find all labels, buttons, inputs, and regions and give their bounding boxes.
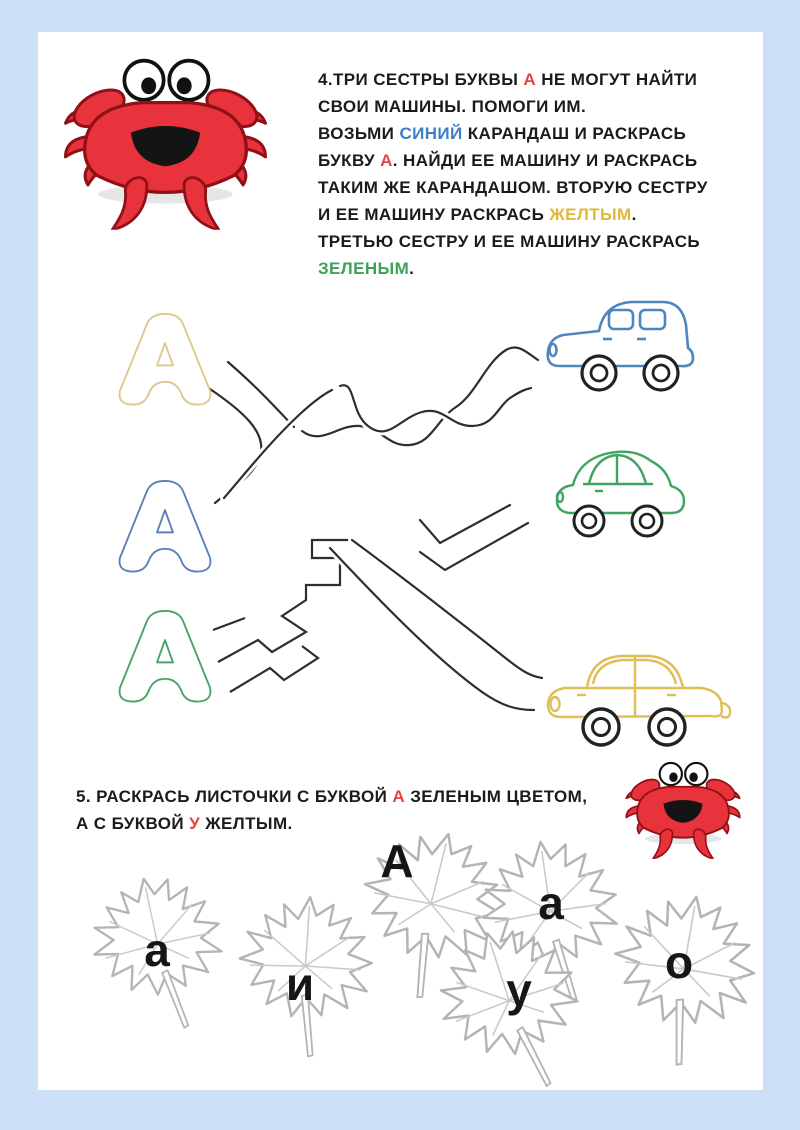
maze-path-segment — [228, 362, 294, 427]
task4-line-5 — [318, 174, 708, 201]
task4-word-blue: СИНИЙ — [399, 124, 463, 143]
task4-text-segment: И ЕЕ МАШИНУ РАСКРАСЬ — [318, 205, 550, 224]
task4-text-segment: НЕ МОГУТ НАЙТИ — [536, 70, 698, 89]
task4-text — [318, 66, 708, 282]
leaf-letter-1: а — [144, 924, 170, 976]
task5-line-1 — [76, 783, 587, 810]
task4-letter-a-red: А — [523, 70, 537, 89]
task4-text-segment: ТРЕТЬЮ СЕСТРУ И ЕЕ МАШИНУ РАСКРАСЬ — [318, 232, 700, 251]
maze-letter-a-yellow — [112, 310, 218, 408]
task4-text-segment: ТАКИМ ЖЕ КАРАНДАШОМ. ВТОРУЮ СЕСТРУ — [318, 178, 708, 197]
task5-line-2 — [76, 810, 587, 837]
maze-letter-a-green — [112, 607, 218, 705]
maze-letter-a-blue — [112, 477, 218, 575]
task4-letter-a-red: А — [380, 151, 393, 170]
task5-text-segment: ЗЕЛЕНЫМ ЦВЕТОМ, — [405, 787, 588, 806]
task4-line-4 — [318, 147, 708, 174]
task4-line-3 — [318, 120, 708, 147]
maze-path-segment — [218, 540, 352, 662]
leaf-letter-6: о — [664, 936, 694, 988]
task4-text-segment: ВОЗЬМИ — [318, 124, 400, 143]
task5-letter-u-red: У — [189, 814, 201, 833]
task4-line-2 — [318, 93, 708, 120]
task4-text-segment: КАРАНДАШ И РАСКРАСЬ — [462, 124, 687, 143]
leaf-letter-4: а — [538, 877, 564, 929]
car-yellow — [543, 641, 735, 753]
maze-path-segment — [302, 347, 538, 445]
task4-text-segment: 4.ТРИ СЕСТРЫ БУКВЫ — [318, 70, 524, 89]
task4-line-6 — [318, 201, 708, 228]
leaf-letter-5: у — [506, 964, 532, 1016]
task4-text-segment: . — [631, 205, 637, 224]
car-green — [551, 441, 689, 549]
crab-illustration-large — [58, 52, 273, 230]
task5-text — [76, 783, 587, 837]
task4-line-1 — [318, 66, 708, 93]
task5-text-segment: 5. РАСКРАСЬ ЛИСТОЧКИ С БУКВОЙ — [76, 787, 393, 806]
maze-path-segment — [330, 548, 534, 710]
task4-word-green: ЗЕЛЕНЫМ — [318, 259, 410, 278]
task4-text-segment: СВОИ МАШИНЫ. ПОМОГИ ИМ. — [318, 97, 587, 116]
crab-illustration-small — [622, 758, 744, 859]
task4-word-yellow: ЖЕЛТЫМ — [549, 205, 632, 224]
task4-line-8 — [318, 255, 708, 282]
task4-text-segment: БУКВУ — [318, 151, 381, 170]
task5-letter-a-red: А — [392, 787, 406, 806]
leaf-letter-3: А — [380, 835, 414, 887]
task4-text-segment: . НАЙДИ ЕЕ МАШИНУ И РАСКРАСЬ — [392, 151, 698, 170]
task5-text-segment: ЖЕЛТЫМ. — [200, 814, 293, 833]
task4-line-7 — [318, 228, 708, 255]
leaf-letter-2: и — [285, 958, 315, 1010]
car-blue — [543, 288, 705, 402]
task4-text-segment: . — [409, 259, 415, 278]
task5-text-segment: А С БУКВОЙ — [76, 814, 190, 833]
